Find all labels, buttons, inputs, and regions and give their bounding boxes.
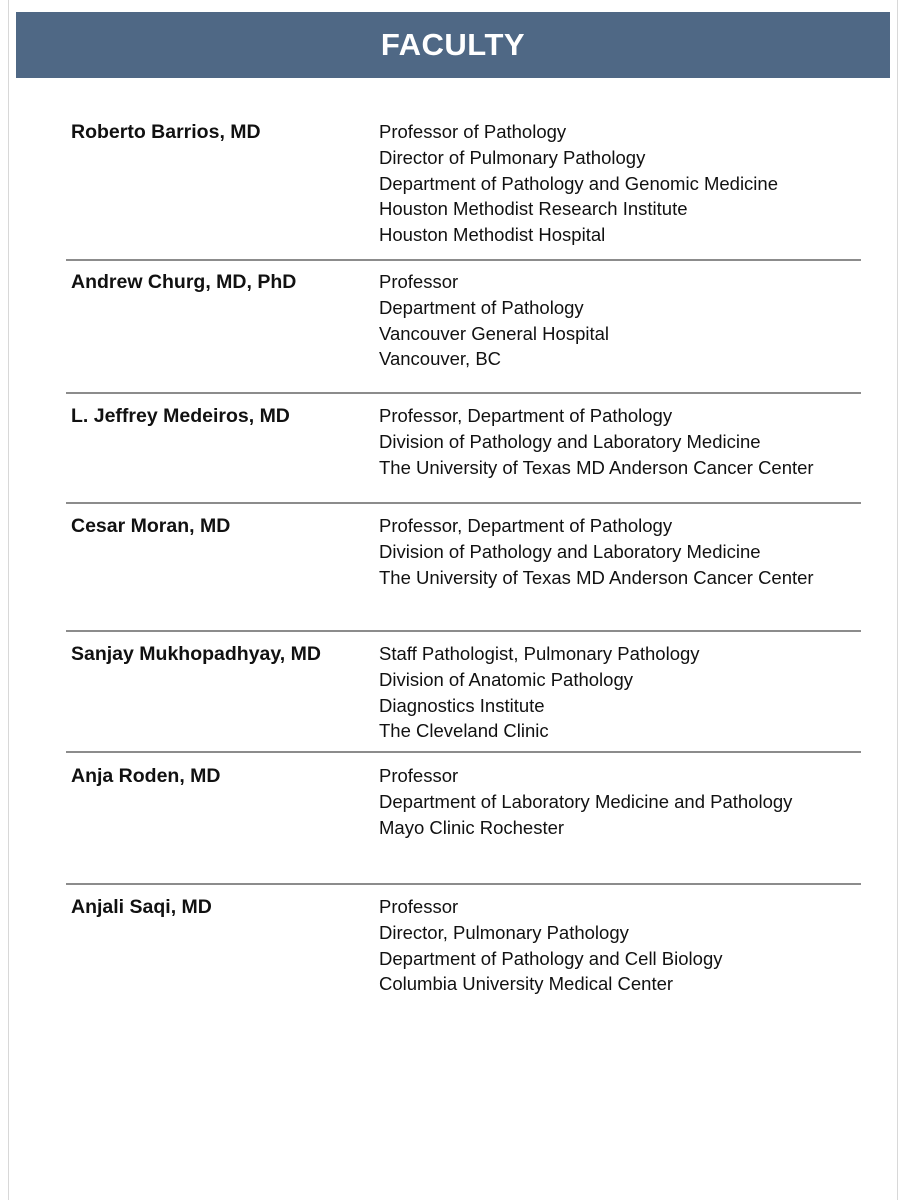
faculty-title-line: Division of Pathology and Laboratory Medicine xyxy=(379,430,761,452)
faculty-title-line: Department of Laboratory Medicine and Pathology xyxy=(379,790,793,812)
page-title: FACULTY xyxy=(380,27,526,62)
faculty-name: Sanjay Mukhopadhyay, MD xyxy=(71,643,321,665)
faculty-title-line: Professor, Department of Pathology xyxy=(379,515,673,536)
faculty-title-list xyxy=(379,513,814,590)
faculty-banner xyxy=(16,12,890,78)
faculty-title-line: Department of Pathology xyxy=(379,296,584,318)
faculty-title-list xyxy=(379,763,792,840)
faculty-title-list xyxy=(379,119,778,248)
faculty-title-line: Director, Pulmonary Pathology xyxy=(379,921,629,943)
faculty-title-line: Houston Methodist Hospital xyxy=(379,224,606,246)
faculty-title-line: Professor xyxy=(379,765,459,786)
faculty-title-line: Division of Pathology and Laboratory Medicine xyxy=(379,540,761,562)
faculty-name: Anja Roden, MD xyxy=(71,765,221,787)
faculty-title-line: Professor, Department of Pathology xyxy=(379,405,673,426)
faculty-title-line: The Cleveland Clinic xyxy=(379,720,549,742)
faculty-title-line: Columbia University Medical Center xyxy=(379,973,674,995)
faculty-title-list xyxy=(379,641,700,744)
faculty-title-line: Diagnostics Institute xyxy=(379,694,545,716)
faculty-title-line: Houston Methodist Research Institute xyxy=(379,198,688,220)
faculty-name: Anjali Saqi, MD xyxy=(71,896,212,918)
faculty-title-line: The University of Texas MD Anderson Cancer Center xyxy=(379,566,814,588)
faculty-title-line: Department of Pathology and Genomic Medicine xyxy=(379,172,778,194)
divider xyxy=(66,883,861,885)
faculty-title-line: Staff Pathologist, Pulmonary Pathology xyxy=(379,643,700,664)
faculty-title-line: Department of Pathology and Cell Biology xyxy=(379,947,723,969)
divider xyxy=(66,630,861,632)
faculty-title-line: The University of Texas MD Anderson Cancer Center xyxy=(379,456,814,478)
faculty-name: Andrew Churg, MD, PhD xyxy=(71,271,297,293)
faculty-title-line: Professor xyxy=(379,271,459,292)
faculty-title-list xyxy=(379,403,814,480)
faculty-title-list xyxy=(379,894,722,997)
divider xyxy=(66,392,861,394)
faculty-name: Cesar Moran, MD xyxy=(71,515,231,537)
faculty-title-line: Professor xyxy=(379,896,459,917)
divider xyxy=(66,502,861,504)
faculty-title-line: Vancouver, BC xyxy=(379,348,502,370)
faculty-title-line: Mayo Clinic Rochester xyxy=(379,816,565,838)
faculty-title-line: Professor of Pathology xyxy=(379,121,567,142)
divider xyxy=(66,259,861,261)
divider xyxy=(66,751,861,753)
faculty-name: L. Jeffrey Medeiros, MD xyxy=(71,405,290,427)
faculty-title-list xyxy=(379,269,609,372)
faculty-name: Roberto Barrios, MD xyxy=(71,121,261,143)
faculty-title-line: Director of Pulmonary Pathology xyxy=(379,146,646,168)
faculty-title-line: Vancouver General Hospital xyxy=(379,322,610,344)
faculty-title-line: Division of Anatomic Pathology xyxy=(379,668,633,690)
